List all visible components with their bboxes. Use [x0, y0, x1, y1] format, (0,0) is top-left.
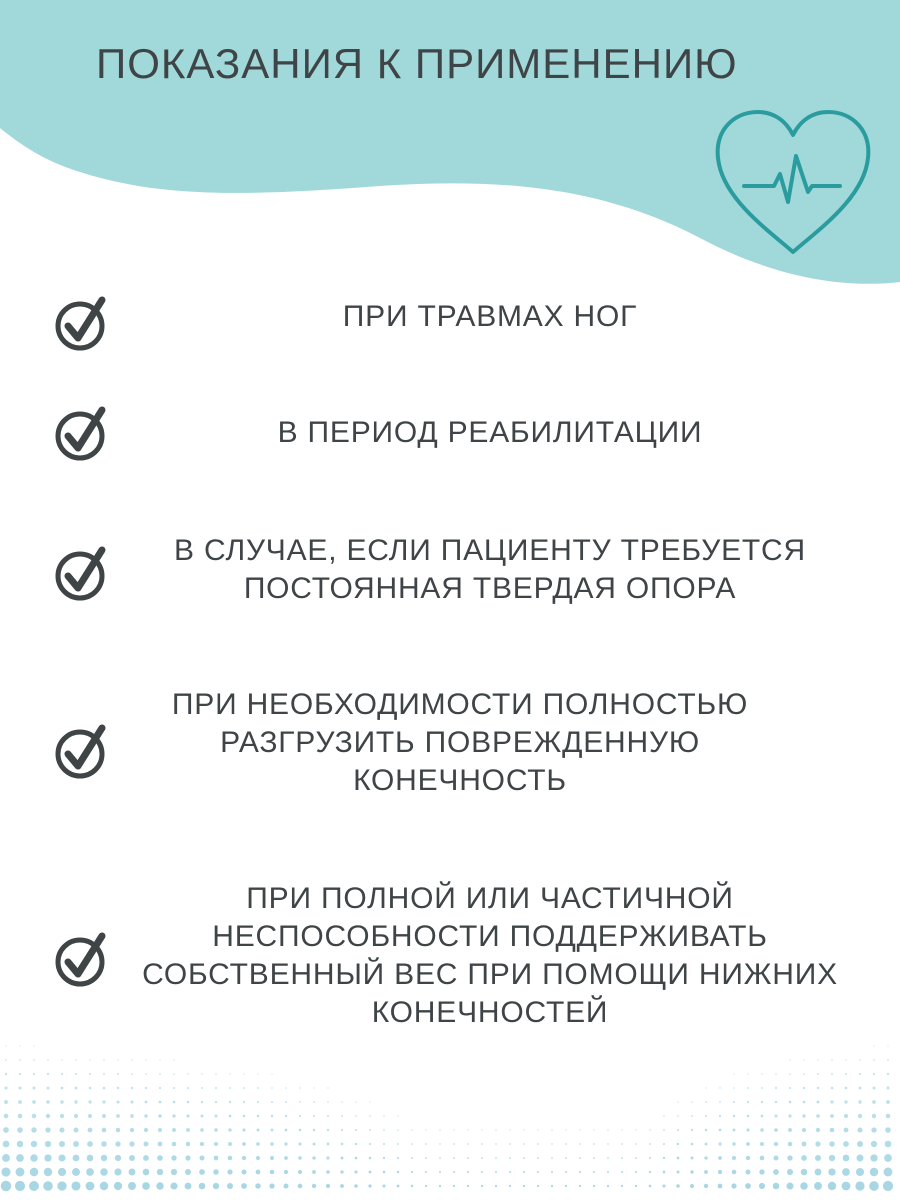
- indication-text: ПРИ ПОЛНОЙ ИЛИ ЧАСТИЧНОЙ НЕСПОСОБНОСТИ ПОДДЕРЖИВАТЬ СОБСТВЕННЫЙ ВЕС ПРИ ПОМОЩИ НИЖНИХ КОНЕЧНОСТЕЙ: [142, 882, 838, 1029]
- check-circle-icon: [52, 294, 110, 352]
- check-circle-icon: [52, 404, 110, 462]
- indication-text: В ПЕРИОД РЕАБИЛИТАЦИИ: [277, 416, 703, 449]
- indication-text: В СЛУЧАЕ, ЕСЛИ ПАЦИЕНТУ ТРЕБУЕТСЯ ПОСТОЯННАЯ ТВЕРДАЯ ОПОРА: [174, 534, 806, 605]
- indication-text: ПРИ НЕОБХОДИМОСТИ ПОЛНОСТЬЮ РАЗГРУЗИТЬ ПОВРЕЖДЕННУЮ КОНЕЧНОСТЬ: [171, 688, 749, 797]
- check-circle-icon: [52, 544, 110, 602]
- page-title: ПОКАЗАНИЯ К ПРИМЕНЕНИЮ: [96, 40, 738, 87]
- indication-text: ПРИ ТРАВМАХ НОГ: [342, 300, 638, 333]
- check-circle-icon: [52, 930, 110, 988]
